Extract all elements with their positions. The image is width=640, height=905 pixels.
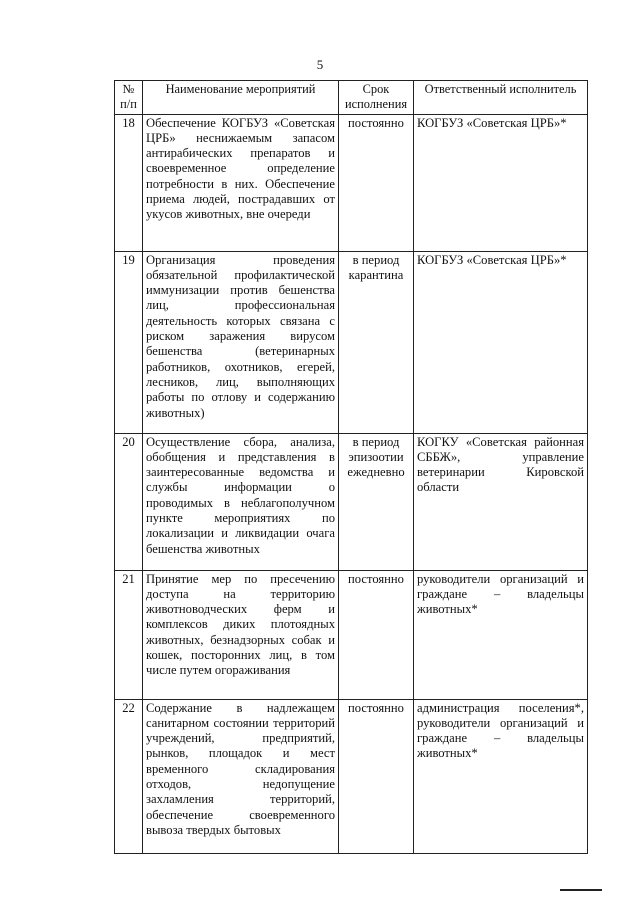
row-term: в период эпизоотии ежедневно <box>339 433 414 570</box>
row-activity: Осуществление сбора, анализа, обобщения и представления в заинтересованные ведомства и службы информации о проводимых в неблагополучном пункте мероприятиях по локализации и ликвидации очага бешенства животных <box>143 433 339 570</box>
row-responsible: КОГБУЗ «Советская ЦРБ»* <box>414 251 588 433</box>
row-term: постоянно <box>339 570 414 699</box>
row-term: постоянно <box>339 699 414 853</box>
row-number: 19 <box>115 251 143 433</box>
row-term: постоянно <box>339 114 414 251</box>
header-num: № п/п <box>115 81 143 115</box>
table-row <box>115 570 588 699</box>
footer-rule <box>560 889 602 891</box>
table-row <box>115 699 588 853</box>
row-responsible: администрация поселения*, руководители организаций и граждане – владельцы животных* <box>414 699 588 853</box>
row-responsible: КОГБУЗ «Советская ЦРБ»* <box>414 114 588 251</box>
table-header-row <box>115 81 588 115</box>
table-row <box>115 114 588 251</box>
header-term: Срок исполнения <box>339 81 414 115</box>
row-number: 18 <box>115 114 143 251</box>
header-responsible: Ответственный исполнитель <box>414 81 588 115</box>
row-activity: Содержание в надлежащем санитарном состоянии территорий учреждений, предприятий, рынков, площадок и мест временного складирования отходов, недопущение захламления территорий, обеспечение своевременного вывоза твердых бытовых <box>143 699 339 853</box>
table-row <box>115 433 588 570</box>
row-number: 21 <box>115 570 143 699</box>
row-responsible: КОГКУ «Советская районная СББЖ», управление ветеринарии Кировской области <box>414 433 588 570</box>
row-activity: Принятие мер по пресечению доступа на территорию животноводческих ферм и комплексов диких плотоядных животных, безнадзорных собак и кошек, посторонних лиц, в том числе путем огораживания <box>143 570 339 699</box>
row-activity: Обеспечение КОГБУЗ «Советская ЦРБ» неснижаемым запасом антирабических препаратов и своевременное определение потребности в них. Обеспечение приема людей, пострадавших от укусов животных, вне очереди <box>143 114 339 251</box>
row-number: 20 <box>115 433 143 570</box>
row-activity: Организация проведения обязательной профилактической иммунизации против бешенства лиц, профессиональная деятельность которых связана с риском заражения вирусом бешенства (ветеринарных работников, охотников, егерей, лесников, лиц, выполняющих работы по отлову и содержанию животных) <box>143 251 339 433</box>
header-activity: Наименование мероприятий <box>143 81 339 115</box>
row-number: 22 <box>115 699 143 853</box>
activities-table <box>114 80 588 854</box>
table-row <box>115 251 588 433</box>
row-term: в период карантина <box>339 251 414 433</box>
row-responsible: руководители организаций и граждане – владельцы животных* <box>414 570 588 699</box>
page-number: 5 <box>316 57 324 72</box>
